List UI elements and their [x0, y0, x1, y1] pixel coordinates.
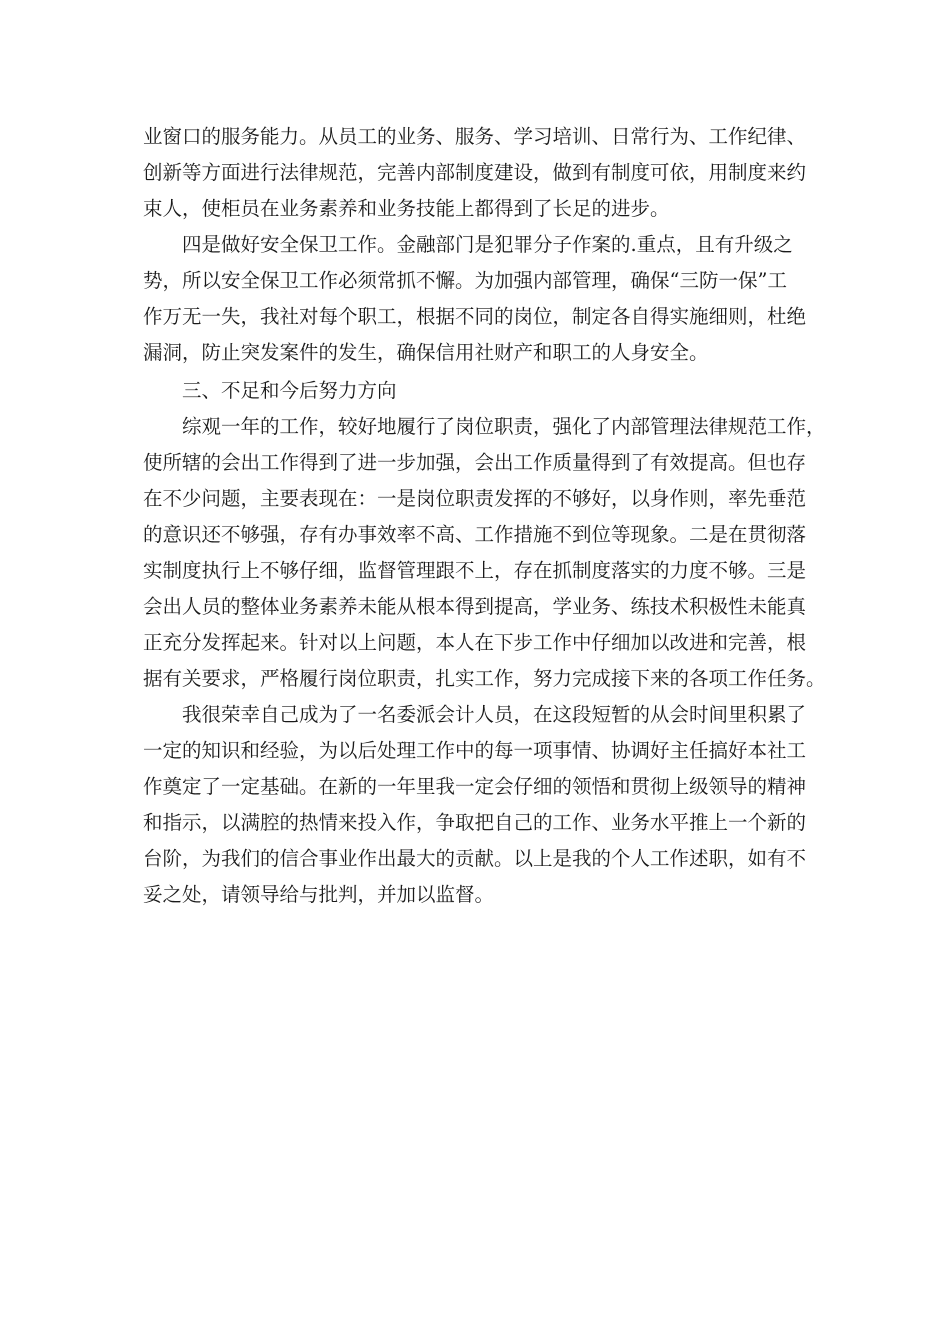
text-line: 我很荣幸自己成为了一名委派会计人员，在这段短暂的从会时间里积累了: [143, 703, 807, 726]
text-line: 使所辖的会出工作得到了进一步加强，会出工作质量得到了有效提高。但也存: [143, 451, 807, 474]
text-line: 和指示，以满腔的热情来投入作，争取把自己的工作、业务水平推上一个新的: [143, 811, 807, 834]
text-line: 四是做好安全保卫工作。金融部门是犯罪分子作案的.重点，且有升级之: [143, 233, 793, 256]
section-heading: 三、不足和今后努力方向: [143, 379, 397, 402]
text-line: 实制度执行上不够仔细，监督管理跟不上，存在抓制度落实的力度不够。三是: [143, 559, 807, 582]
text-line: 台阶，为我们的信合事业作出最大的贡献。以上是我的个人工作述职，如有不: [143, 847, 807, 870]
text-line: 一定的知识和经验，为以后处理工作中的每一项事情、协调好主任搞好本社工: [143, 739, 807, 762]
text-line: 在不少问题，主要表现在：一是岗位职责发挥的不够好，以身作则，率先垂范: [143, 487, 807, 510]
text-line: 正充分发挥起来。针对以上问题，本人在下步工作中仔细加以改进和完善，根: [143, 631, 807, 654]
text-line: 势，所以安全保卫工作必须常抓不懈。为加强内部管理，确保“三防一保”工: [143, 269, 787, 292]
text-line: 综观一年的工作，较好地履行了岗位职责，强化了内部管理法律规范工作，: [143, 415, 826, 438]
text-line: 据有关要求，严格履行岗位职责，扎实工作，努力完成接下来的各项工作任务。: [143, 667, 826, 690]
text-line: 的意识还不够强，存有办事效率不高、工作措施不到位等现象。二是在贯彻落: [143, 523, 807, 546]
text-line: 漏洞，防止突发案件的发生，确保信用社财产和职工的人身安全。: [143, 341, 709, 364]
text-line: 束人，使柜员在业务素养和业务技能上都得到了长足的进步。: [143, 197, 670, 220]
text-line: 作奠定了一定基础。在新的一年里我一定会仔细的领悟和贯彻上级领导的精神: [143, 775, 807, 798]
text-line: 业窗口的服务能力。从员工的业务、服务、学习培训、日常行为、工作纪律、: [143, 125, 807, 148]
text-line: 创新等方面进行法律规范，完善内部制度建设，做到有制度可依，用制度来约: [143, 161, 807, 184]
text-line: 作万无一失，我社对每个职工，根据不同的岗位，制定各自得实施细则，杜绝: [143, 305, 807, 328]
text-line: 会出人员的整体业务素养未能从根本得到提高，学业务、练技术积极性未能真: [143, 595, 807, 618]
text-line: 妥之处，请领导给与批判，并加以监督。: [143, 883, 495, 906]
